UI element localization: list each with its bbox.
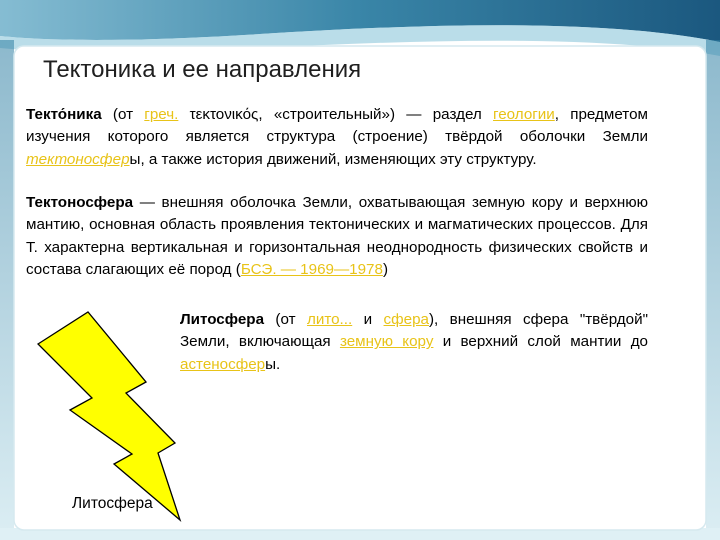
term-tectonosphere: Тектоносфера [26,194,134,211]
link-litho[interactable]: лито... [306,311,353,328]
link-bse[interactable]: БСЭ. — 1969—1978 [240,261,383,279]
p3-text-4: и верхний слой мантии до [433,333,648,351]
p3-text-5: ы. [265,355,281,373]
p2-text-1: — внешняя оболочка Земли, охватывающая земную кору и верхнюю мантию, основная область проявления тектонических и магматических процессов. Для Т. характерна вертикальная и горизонтальная неоднородность физических свойств и состава слагающих её пород ( [26,194,648,279]
term-tectonics: Текто́ника [26,106,102,123]
p3-text-3: ), внешняя сфера "твёрдой" Земли, включающая [180,311,648,351]
caption-lithosphere: Литосфера [72,495,153,512]
p1-text-2: τεκτονικός, «строительный») — раздел [178,106,494,123]
link-greek[interactable]: греч. [144,106,179,123]
link-asthenosphere[interactable]: астеносфер [180,355,266,373]
term-lithosphere: Литосфера [180,311,265,328]
link-earth-crust[interactable]: земную кору [339,333,434,351]
link-sphere[interactable]: сфера [383,311,429,328]
link-geology[interactable]: геологии [493,106,555,123]
p1-text-1: (от [101,106,145,123]
slide-title: Тектоника и ее направления [43,56,362,83]
p1-text-3: , предметом изучения которого является структура (строение) твёрдой оболочки Земли [26,106,648,146]
p1-text-4: ы, а также история движений, изменяющих эту структуру. [129,150,537,168]
p2-text-2: ) [382,261,389,279]
p3-text-2: и [352,311,384,328]
p3-text-1: (от [264,311,307,328]
link-tectonosphere[interactable]: тектоносфер [26,150,130,168]
